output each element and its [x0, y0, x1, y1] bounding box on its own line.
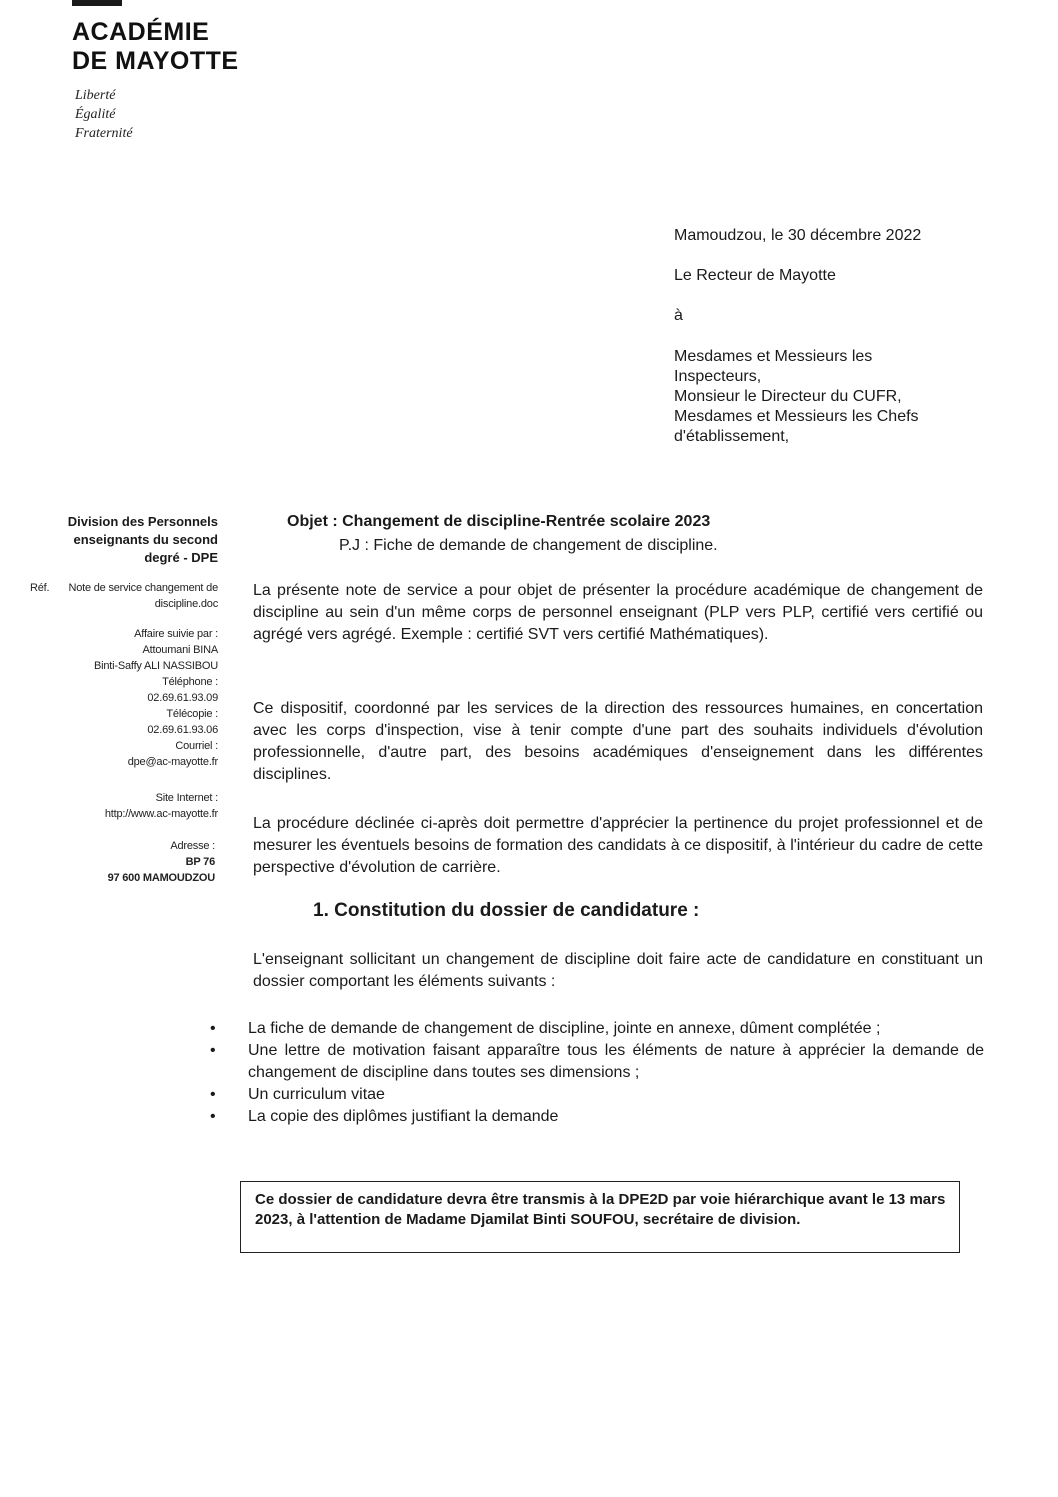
logo-bar [72, 0, 122, 6]
paragraph-dispositif: Ce dispositif, coordonné par les services de la direction des ressources humaines, en concertation avec les corps d'inspection, vise à tenir compte d'une part des souhaits individuels d'évolution professionnelle, d'autre part, des besoins académiques d'enseignement dans les différentes disciplines. [253, 700, 983, 783]
institution-line-1: ACADÉMIE [72, 18, 210, 46]
bullet-icon: • [210, 1042, 216, 1059]
reference-line: Note de service changement de [68, 582, 218, 594]
motto-egalite: Égalité [75, 107, 116, 122]
list-item-text: La fiche de demande de changement de discipline, jointe en annexe, dûment complétée ; [248, 1020, 881, 1037]
required-documents-list [208, 1018, 984, 1128]
list-item-text: La copie des diplômes justifiant la demande [248, 1108, 559, 1125]
paragraph-dossier: L'enseignant sollicitant un changement de discipline doit faire acte de candidature en constituant un dossier comportant les éléments suivants : [253, 951, 983, 990]
contact-block [28, 626, 218, 770]
reference [30, 580, 218, 612]
recipient-line: Monsieur le Directeur du CUFR, [674, 388, 902, 405]
sidebar [28, 513, 218, 567]
attachment-line: P.J : Fiche de demande de changement de discipline. [339, 537, 718, 554]
recipient-line: Mesdames et Messieurs les Chefs [674, 408, 919, 425]
website-url: http://www.ac-mayotte.fr [104, 808, 218, 820]
list-item-text: Un curriculum vitae [248, 1086, 385, 1103]
address-block [25, 838, 215, 886]
division-line: enseignants du second [73, 532, 218, 547]
deadline-notice-text: Ce dossier de candidature devra être transmis à la DPE2D par voie hiérarchique avant le 13 mars 2023, à l'attention de Madame Djamilat Binti SOUFOU, secrétaire de division. [255, 1191, 946, 1228]
followed-by-name: Binti-Saffy ALI NASSIBOU [94, 660, 218, 672]
email-label: Courriel : [175, 740, 218, 752]
recipient-line: Mesdames et Messieurs les [674, 348, 873, 365]
list-item [208, 1040, 984, 1084]
bullet-icon: • [210, 1020, 216, 1037]
address-line: 97 600 MAMOUDZOU [107, 872, 215, 884]
to-label: à [674, 307, 683, 324]
division-line: degré - DPE [144, 550, 218, 565]
list-item-text: Une lettre de motivation faisant apparaître tous les éléments de nature à apprécier la demande de changement de discipline dans toutes ses dimensions ; [248, 1042, 984, 1081]
division-line: Division des Personnels [67, 514, 218, 529]
motto-fraternite: Fraternité [75, 126, 133, 141]
subject-line: Objet : Changement de discipline-Rentrée scolaire 2023 [287, 513, 711, 530]
followed-by-name: Attoumani BINA [142, 644, 218, 656]
list-item [208, 1106, 984, 1128]
reference-line: discipline.doc [154, 598, 218, 610]
address-line: BP 76 [185, 856, 215, 868]
section-title: 1. Constitution du dossier de candidature : [313, 900, 700, 921]
website-label: Site Internet : [155, 792, 218, 804]
bullet-icon: • [210, 1086, 216, 1103]
motto [75, 86, 133, 143]
paragraph-intro: La présente note de service a pour objet de présenter la procédure académique de changement de discipline au sein d'un même corps de personnel enseignant (PLP vers PLP, certifié vers certifié ou agrégé vers agrégé. Exemple : certifié SVT vers certifié Mathématiques). [253, 582, 983, 643]
fax-number: 02.69.61.93.06 [147, 724, 218, 736]
recipients [674, 347, 974, 447]
website-block [28, 790, 218, 822]
sender: Le Recteur de Mayotte [674, 267, 836, 284]
division-name [28, 513, 218, 567]
recipient-line: d'établissement, [674, 428, 790, 445]
phone-number: 02.69.61.93.09 [147, 692, 218, 704]
list-item [208, 1084, 984, 1106]
followed-by-label: Affaire suivie par : [134, 628, 218, 640]
institution-line-2: DE MAYOTTE [72, 47, 239, 75]
list-item [208, 1018, 984, 1040]
address-label: Adresse : [170, 840, 215, 852]
institution-name [72, 18, 239, 76]
bullet-icon: • [210, 1108, 216, 1125]
phone-label: Téléphone : [162, 676, 218, 688]
reference-value [30, 580, 218, 612]
reference-label: Réf. [30, 582, 50, 594]
recipient-line: Inspecteurs, [674, 368, 762, 385]
place-date: Mamoudzou, le 30 décembre 2022 [674, 227, 922, 244]
motto-liberte: Liberté [75, 88, 116, 103]
email-address: dpe@ac-mayotte.fr [127, 756, 218, 768]
deadline-notice-box [240, 1181, 960, 1253]
fax-label: Télécopie : [166, 708, 218, 720]
paragraph-procedure: La procédure déclinée ci-après doit permettre d'apprécier la pertinence du projet professionnel et de mesurer les éventuels besoins de formation des candidats à ce dispositif, à l'intérieur du cadre de cette perspective d'évolution de carrière. [253, 815, 983, 876]
